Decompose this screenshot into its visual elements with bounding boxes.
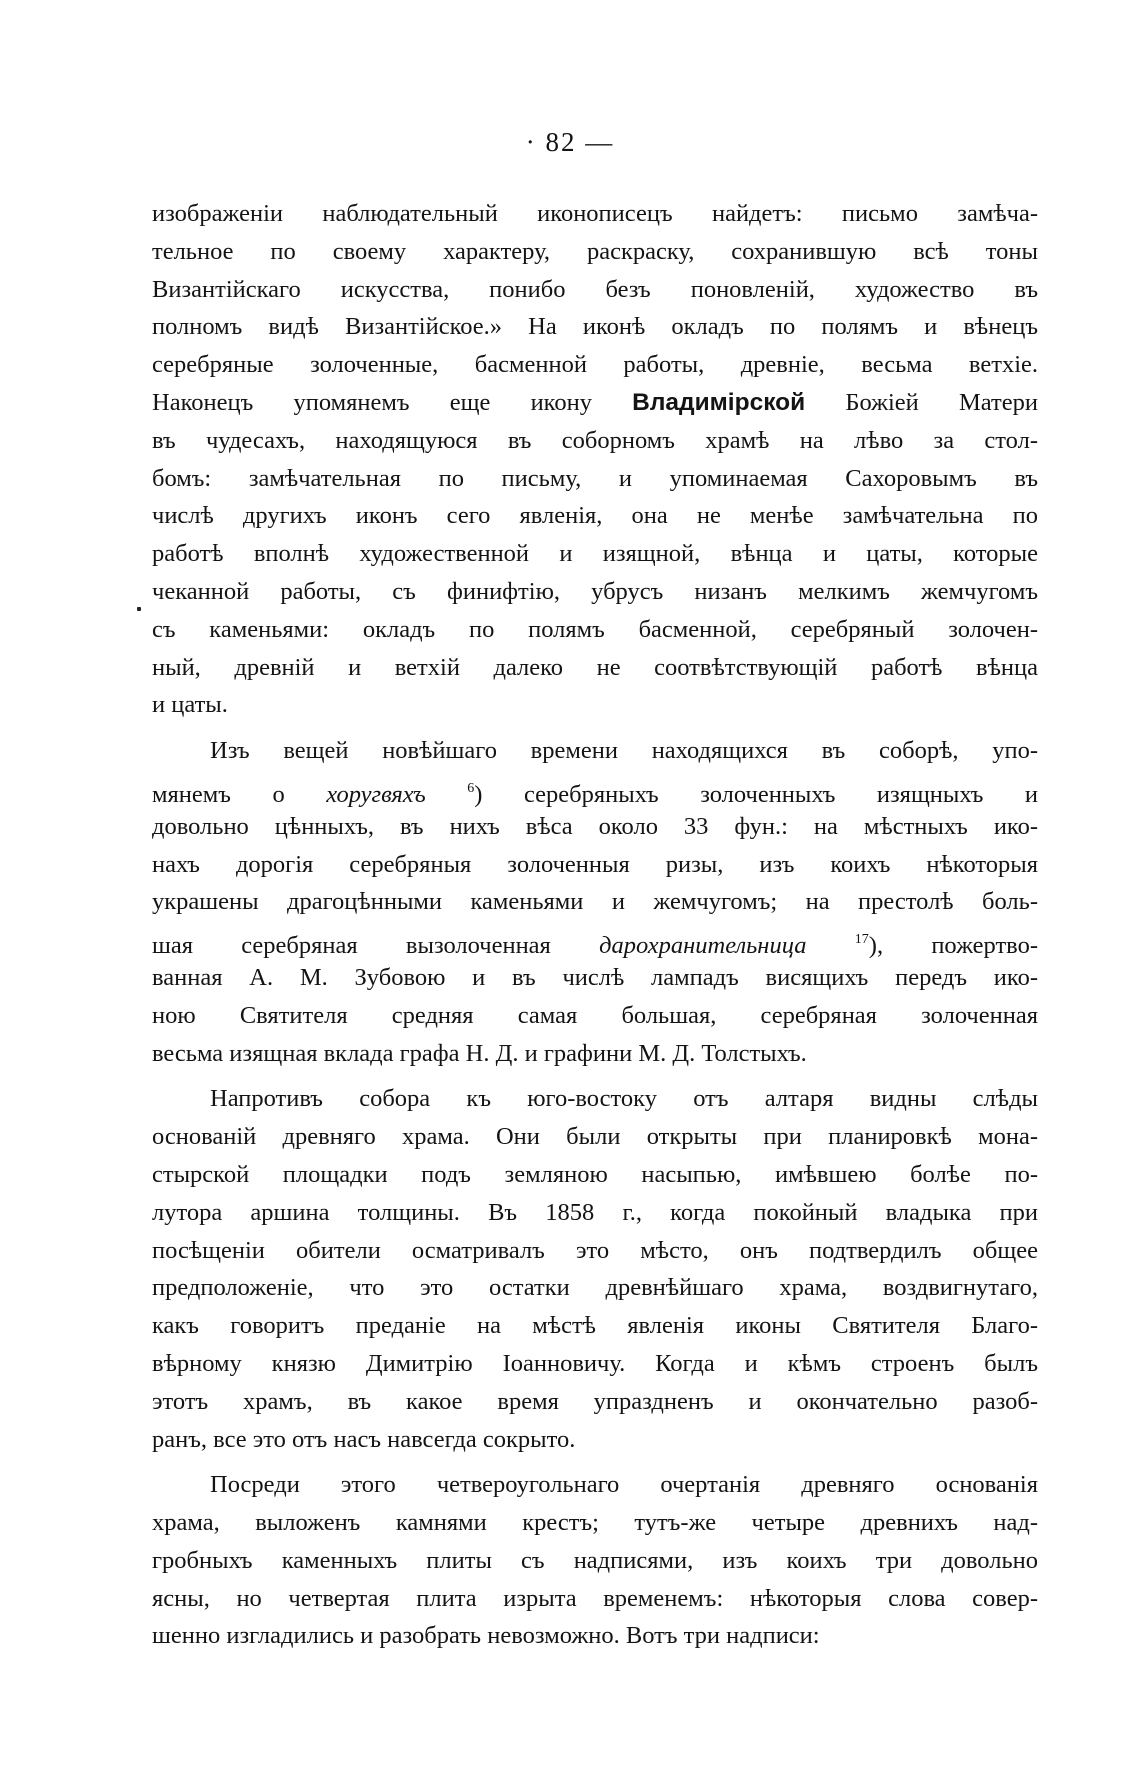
text-line bbox=[152, 883, 1038, 921]
text-segment: съ каменьями: окладъ по полямъ басменной, серебряный золочен- bbox=[152, 615, 1038, 643]
text-line bbox=[152, 195, 1038, 233]
body-text bbox=[152, 195, 1038, 1655]
text-segment: Посреди этого четвероугольнаго очертанiя древняго основанiя bbox=[210, 1471, 1038, 1499]
text-segment: ясны, но четвертая плита изрыта временемъ: нѣкоторыя слова совер- bbox=[152, 1584, 1038, 1612]
text-segment: мянемъ о bbox=[152, 780, 327, 808]
paragraph bbox=[152, 1466, 1038, 1655]
text-segment: ною Святителя средняя самая большая, серебряная золоченная bbox=[152, 1001, 1038, 1029]
text-segment: полномъ видѣ Византiйское.» На иконѣ окладъ по полямъ и вѣнецъ bbox=[152, 313, 1038, 341]
text-segment: нахъ дорогiя серебряныя золоченныя ризы, изъ коихъ нѣкоторыя bbox=[152, 850, 1038, 878]
text-segment: бомъ: замѣчательная по письму, и упоминаемая Сахоровымъ въ bbox=[152, 464, 1038, 492]
text-line bbox=[152, 770, 1038, 808]
text-segment: ванная А. М. Зубовою и въ числѣ лампадъ висящихъ передъ ико- bbox=[152, 963, 1038, 991]
text-segment: ный, древнiй и ветхiй далеко не соотвѣтствующiй работѣ вѣнца bbox=[152, 653, 1038, 681]
paragraph bbox=[152, 732, 1038, 1072]
text-line bbox=[152, 997, 1038, 1035]
text-line bbox=[152, 808, 1038, 846]
text-segment: посѣщенiи обители осматривалъ это мѣсто, онъ подтвердилъ общее bbox=[152, 1236, 1038, 1264]
text-line bbox=[152, 535, 1038, 573]
text-segment: Изъ вещей новѣйшаго времени находящихся въ соборѣ, упо- bbox=[210, 737, 1038, 765]
text-line bbox=[152, 1466, 1038, 1504]
text-line bbox=[152, 497, 1038, 535]
text-segment: ранъ, все это отъ насъ навсегда сокрыто. bbox=[152, 1425, 576, 1453]
text-line bbox=[152, 346, 1038, 384]
text-line bbox=[152, 1617, 1038, 1655]
text-line bbox=[152, 1421, 1038, 1459]
text-segment: стырской площадки подъ земляною насыпью, имѣвшею болѣе по- bbox=[152, 1160, 1038, 1188]
text-segment: какъ говоритъ преданiе на мѣстѣ явленiя иконы Святителя Благо- bbox=[152, 1312, 1038, 1340]
text-line bbox=[152, 1035, 1038, 1073]
text-segment bbox=[807, 932, 855, 959]
text-line bbox=[152, 732, 1038, 770]
text-line bbox=[152, 460, 1038, 498]
paragraph bbox=[152, 1080, 1038, 1458]
text-line bbox=[152, 1504, 1038, 1542]
text-line bbox=[152, 1269, 1038, 1307]
footnote-ref: 6 bbox=[467, 780, 475, 796]
italic-term: хоругвяхъ bbox=[326, 780, 426, 808]
text-line bbox=[152, 1118, 1038, 1156]
text-line bbox=[152, 611, 1038, 649]
text-segment: предположенiе, что это остатки древнѣйшаго храма, воздвигнутаго, bbox=[152, 1274, 1038, 1302]
page-number: · 82 — bbox=[525, 127, 615, 157]
text-line bbox=[152, 846, 1038, 884]
text-line bbox=[152, 959, 1038, 997]
margin-mark bbox=[137, 607, 141, 611]
text-line bbox=[152, 1194, 1038, 1232]
text-segment: Божiей Матери bbox=[805, 388, 1038, 416]
text-segment: довольно цѣнныхъ, въ нихъ вѣса около 33 фун.: на мѣстныхъ ико- bbox=[152, 812, 1038, 840]
text-segment: и цаты. bbox=[152, 691, 228, 719]
text-line bbox=[152, 686, 1038, 724]
text-segment: работѣ вполнѣ художественной и изящной, вѣнца и цаты, которые bbox=[152, 540, 1038, 568]
text-line bbox=[152, 271, 1038, 309]
text-segment: ) серебряныхъ золоченныхъ изящныхъ и bbox=[474, 780, 1038, 808]
text-line bbox=[152, 1542, 1038, 1580]
text-segment: ), пожертво- bbox=[868, 932, 1038, 960]
text-segment: въ чудесахъ, находящуюся въ соборномъ храмѣ на лѣво за стол- bbox=[152, 426, 1038, 454]
text-line bbox=[152, 1080, 1038, 1118]
text-segment bbox=[426, 781, 468, 808]
text-segment: тельное по своему характеру, раскраску, сохранившую всѣ тоны bbox=[152, 237, 1038, 265]
text-segment: этотъ храмъ, въ какое время упраздненъ и окончательно разоб- bbox=[152, 1387, 1038, 1415]
text-line bbox=[152, 1580, 1038, 1618]
text-segment: серебряные золоченные, басменной работы, древнiе, весьма ветхiе. bbox=[152, 351, 1038, 379]
text-segment: храма, выложенъ камнями крестъ; тутъ-же четыре древнихъ над- bbox=[152, 1509, 1038, 1537]
text-line bbox=[152, 384, 1038, 422]
text-segment: шенно изгладились и разобрать невозможно. Вотъ три надписи: bbox=[152, 1622, 820, 1650]
text-segment: числѣ другихъ иконъ сего явленiя, она не менѣе замѣчательна по bbox=[152, 502, 1038, 530]
text-line bbox=[152, 233, 1038, 271]
text-line bbox=[152, 573, 1038, 611]
text-segment: Византiйскаго искусства, понибо безъ поновленiй, художество въ bbox=[152, 275, 1038, 303]
text-line bbox=[152, 422, 1038, 460]
footnote-ref: 17 bbox=[854, 932, 869, 948]
text-segment: чеканной работы, съ финифтiю, убрусъ низанъ мелкимъ жемчугомъ bbox=[152, 577, 1038, 605]
text-segment: изображенiи наблюдательный иконописецъ найдетъ: письмо замѣча- bbox=[152, 200, 1038, 227]
text-line bbox=[152, 308, 1038, 346]
text-line bbox=[152, 1232, 1038, 1270]
text-line bbox=[152, 1383, 1038, 1421]
text-line bbox=[152, 649, 1038, 687]
text-line bbox=[152, 1307, 1038, 1345]
bold-term: Владимiрской bbox=[632, 388, 806, 416]
text-segment: украшены драгоцѣнными каменьями и жемчугомъ; на престолѣ боль- bbox=[152, 888, 1038, 916]
text-segment: основанiй древняго храма. Они были открыты при планировкѣ мона- bbox=[152, 1123, 1038, 1151]
text-line bbox=[152, 1345, 1038, 1383]
text-segment: Напротивъ собора къ юго-востоку отъ алтаря видны слѣды bbox=[210, 1085, 1038, 1113]
text-segment: Наконецъ упомянемъ еще икону bbox=[152, 388, 633, 416]
italic-term: дарохранительница bbox=[599, 932, 807, 960]
text-segment: лутора аршина толщины. Въ 1858 г., когда покойный владыка при bbox=[152, 1198, 1038, 1226]
paragraph bbox=[152, 195, 1038, 724]
text-segment: весьма изящная вклада графа Н. Д. и графини М. Д. Толстыхъ. bbox=[152, 1039, 807, 1067]
text-line bbox=[152, 1156, 1038, 1194]
text-line bbox=[152, 921, 1038, 959]
text-segment: гробныхъ каменныхъ плиты съ надписями, изъ коихъ три довольно bbox=[152, 1546, 1038, 1574]
text-segment: шая серебряная вызолоченная bbox=[152, 932, 600, 960]
text-segment: вѣрному князю Димитрiю Iоанновичу. Когда и кѣмъ строенъ былъ bbox=[152, 1349, 1038, 1377]
